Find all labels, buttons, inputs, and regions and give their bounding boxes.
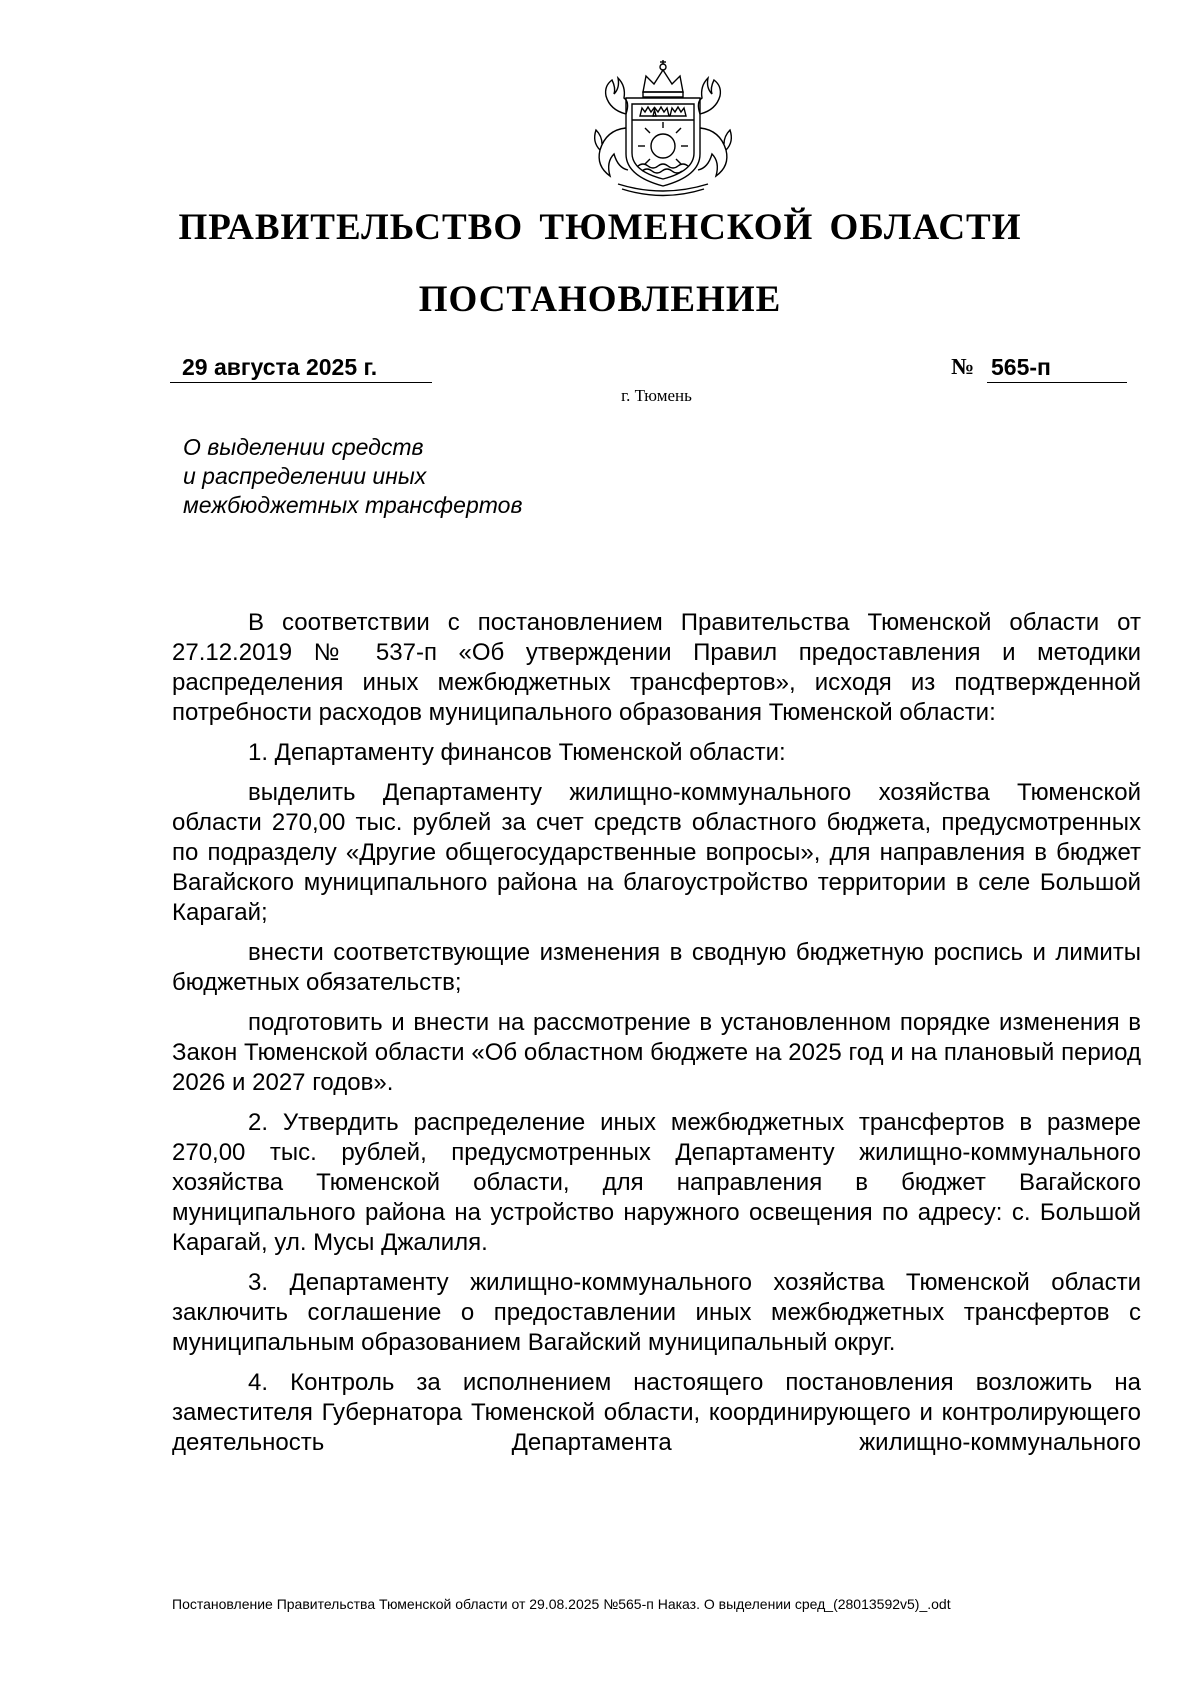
document-number: 565-п xyxy=(987,353,1127,383)
body-paragraph: В соответствии с постановлением Правительства Тюменской области от 27.12.2019 № 537-п «Об утверждении Правил предоставления и методики распределения иных межбюджетных трансфертов», исходя из подтвержденной потребности расходов муниципального образования Тюменской области: xyxy=(172,609,1141,726)
government-title: ПРАВИТЕЛЬСТВО ТЮМЕНСКОЙ ОБЛАСТИ xyxy=(178,207,1022,248)
document-type: ПОСТАНОВЛЕНИЕ xyxy=(418,279,782,320)
subject-line: межбюджетных трансфертов xyxy=(183,492,523,518)
body-paragraph: выделить Департаменту жилищно-коммунального хозяйства Тюменской области 270,00 тыс. рублей за счет средств областного бюджета, предусмотренных по подразделу «Другие общегосударственные вопросы», для направления в бюджет Вагайского муниципального района на благоустройство территории в селе Большой Карагай; xyxy=(172,779,1141,926)
subject-line: О выделении средств xyxy=(183,434,424,460)
body-paragraph: 4. Контроль за исполнением настоящего постановления возложить на заместителя Губернатора Тюменской области, координирующего и контролирующего деятельность Департамента жилищно-коммунального xyxy=(172,1369,1141,1456)
document-subject xyxy=(183,433,522,520)
body-paragraph: 1. Департаменту финансов Тюменской области: xyxy=(248,739,786,766)
body-paragraph: 2. Утвердить распределение иных межбюджетных трансфертов в размере 270,00 тыс. рублей, предусмотренных Департаменту жилищно-коммунального хозяйства Тюменской области, для направления в бюджет Вагайского муниципального района на устройство наружного освещения по адресу: с. Большой Карагай, ул. Мусы Джалиля. xyxy=(172,1109,1141,1256)
body-paragraph: подготовить и внести на рассмотрение в установленном порядке изменения в Закон Тюменской области «Об областном бюджете на 2025 год и на плановый период 2026 и 2027 годов». xyxy=(172,1009,1141,1096)
document-date: 29 августа 2025 г. xyxy=(170,353,432,383)
subject-line: и распределении иных xyxy=(183,463,427,489)
number-label: № xyxy=(951,354,975,379)
coat-of-arms-icon xyxy=(588,58,738,198)
page-footer: Постановление Правительства Тюменской области от 29.08.2025 №565-п Наказ. О выделении сред_(28013592v5)_.odt xyxy=(172,1596,951,1612)
city: г. Тюмень xyxy=(621,386,692,405)
body-paragraph: 3. Департаменту жилищно-коммунального хозяйства Тюменской области заключить соглашение о предоставлении иных межбюджетных трансфертов с муниципальным образованием Вагайский муниципальный округ. xyxy=(172,1269,1141,1356)
body-paragraph: внести соответствующие изменения в сводную бюджетную роспись и лимиты бюджетных обязательств; xyxy=(172,939,1141,996)
document-body xyxy=(172,608,1141,1468)
